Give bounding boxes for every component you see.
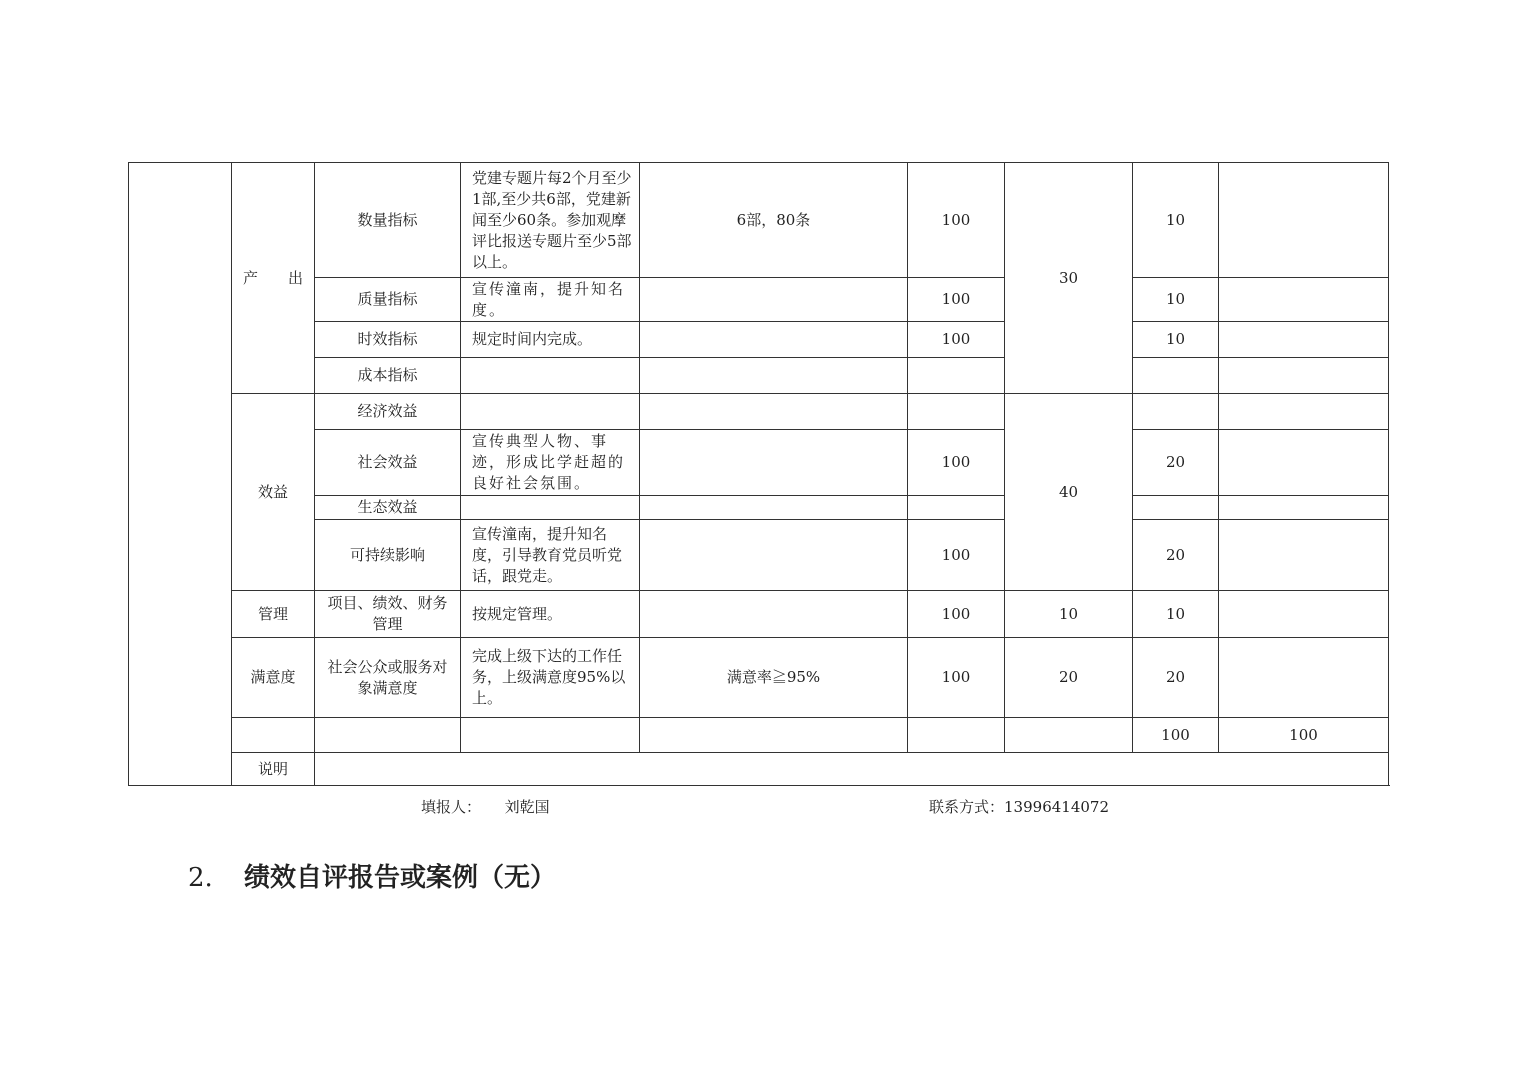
indicator-actual [640,591,908,638]
performance-table [128,162,1389,786]
total-points: 100 [1219,718,1389,753]
indicator-target: 完成上级下达的工作任务，上级满意度95%以上。 [461,638,640,718]
table-row [129,278,1389,322]
indicator-points: 20 [1133,430,1219,496]
category-score: 40 [1005,394,1133,591]
indicator-points: 10 [1133,278,1219,322]
indicator-name: 可持续影响 [315,520,461,591]
table-row [129,591,1389,638]
indicator-name: 项目、绩效、财务管理 [315,591,461,638]
table-row [129,358,1389,394]
table-row [129,430,1389,496]
indicator-name: 生态效益 [315,496,461,520]
section-number: 2. [188,863,213,893]
indicator-actual [640,496,908,520]
section-title: 绩效自评报告或案例（无） [244,863,557,893]
indicator-name: 数量指标 [315,163,461,278]
indicator-remark [1219,278,1389,322]
indicator-name: 社会效益 [315,430,461,496]
table-row [129,496,1389,520]
table-cell-blank [232,718,315,753]
indicator-target [461,496,640,520]
indicator-target: 宣传典型人物、事迹，形成比学赶超的良好社会氛围。 [461,430,640,496]
indicator-name: 经济效益 [315,394,461,430]
indicator-name: 质量指标 [315,278,461,322]
table-cell-blank [908,718,1005,753]
indicator-actual [640,358,908,394]
category-satisfaction: 满意度 [232,638,315,718]
indicator-points: 20 [1133,520,1219,591]
indicator-name: 社会公众或服务对象满意度 [315,638,461,718]
category-output: 产 出 [232,163,315,394]
indicator-rate: 100 [908,638,1005,718]
indicator-rate: 100 [908,591,1005,638]
table-row [129,163,1389,278]
filler-label: 填报人： [421,798,482,816]
indicator-actual: 6部，80条 [640,163,908,278]
indicator-remark [1219,591,1389,638]
indicator-remark [1219,358,1389,394]
indicator-name: 时效指标 [315,322,461,358]
indicator-remark [1219,430,1389,496]
indicator-remark [1219,520,1389,591]
indicator-target: 按规定管理。 [461,591,640,638]
category-score: 10 [1005,591,1133,638]
table-row [129,322,1389,358]
category-score: 30 [1005,163,1133,394]
indicator-points: 10 [1133,322,1219,358]
filler-name: 刘乾国 [504,798,550,816]
indicator-points [1133,358,1219,394]
note-label: 说明 [232,753,315,786]
indicator-points: 10 [1133,163,1219,278]
indicator-target: 宣传潼南，提升知名度，引导教育党员听党话，跟党走。 [461,520,640,591]
table-cell-blank [315,718,461,753]
indicator-points [1133,496,1219,520]
indicator-actual [640,278,908,322]
filler-info [421,797,550,817]
indicator-points: 10 [1133,591,1219,638]
table-cell-blank [640,718,908,753]
category-benefit: 效益 [232,394,315,591]
contact-value: 13996414072 [1004,798,1109,816]
indicator-rate: 100 [908,278,1005,322]
indicator-remark [1219,638,1389,718]
table-cell-blank [129,163,232,786]
indicator-target: 宣传潼南，提升知名度。 [461,278,640,322]
table-row [129,520,1389,591]
indicator-points: 20 [1133,638,1219,718]
indicator-target: 党建专题片每2个月至少1部,至少共6部，党建新闻至少60条。参加观摩评比报送专题片至少5部以上。 [461,163,640,278]
indicator-actual [640,394,908,430]
indicator-remark [1219,496,1389,520]
indicator-actual: 满意率≧95% [640,638,908,718]
indicator-remark [1219,322,1389,358]
indicator-rate: 100 [908,520,1005,591]
indicator-target [461,358,640,394]
indicator-actual [640,520,908,591]
indicator-actual [640,322,908,358]
table-row [129,638,1389,718]
indicator-rate: 100 [908,322,1005,358]
table-cell-blank [1005,718,1133,753]
indicator-rate: 100 [908,430,1005,496]
indicator-target [461,394,640,430]
category-score: 20 [1005,638,1133,718]
total-row [129,718,1389,753]
total-score: 100 [1133,718,1219,753]
contact-label: 联系方式： [929,798,1005,816]
indicator-name: 成本指标 [315,358,461,394]
indicator-remark [1219,394,1389,430]
indicator-target: 规定时间内完成。 [461,322,640,358]
category-management: 管理 [232,591,315,638]
indicator-points [1133,394,1219,430]
section-heading [188,860,556,896]
indicator-rate [908,358,1005,394]
indicator-rate [908,394,1005,430]
indicator-rate: 100 [908,163,1005,278]
indicator-rate [908,496,1005,520]
indicator-remark [1219,163,1389,278]
table-cell-blank [461,718,640,753]
note-value [315,753,1389,786]
indicator-actual [640,430,908,496]
table-row [129,394,1389,430]
note-row [129,753,1389,786]
contact-info [929,797,1109,817]
